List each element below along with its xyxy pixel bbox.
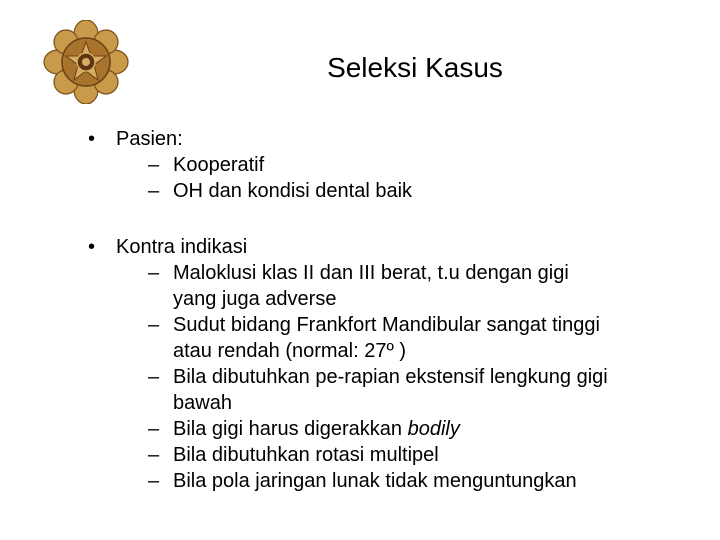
sub-list (116, 260, 688, 494)
sub-item-text: Bila gigi harus digerakkan (173, 418, 408, 440)
sub-item-line: Bila dibutuhkan pe-rapian ekstensif lengkung gigi (173, 366, 608, 388)
dash-mark: – (148, 180, 160, 202)
sub-item-emphasis: bodily (407, 418, 460, 440)
bullet-label: Kontra indikasi (116, 236, 248, 258)
dash-mark: – (148, 470, 160, 492)
bullet-pasien (88, 126, 688, 204)
sub-item (116, 364, 688, 416)
sub-item-line: Sudut bidang Frankfort Mandibular sangat tinggi (173, 314, 600, 336)
sub-item-text: Kooperatif (173, 154, 265, 176)
bullet-dot: • (88, 128, 96, 150)
bullet-label: Pasien: (116, 128, 183, 150)
dash-mark: – (148, 314, 160, 336)
sub-item (116, 442, 688, 468)
university-emblem-icon (30, 20, 142, 104)
dash-mark: – (148, 262, 160, 284)
sub-item-text: OH dan kondisi dental baik (173, 180, 413, 202)
dash-mark: – (148, 444, 160, 466)
slide-content (88, 126, 688, 494)
sub-item-line: bawah (173, 392, 232, 414)
bullet-kontra-indikasi (88, 234, 688, 494)
sub-item (116, 152, 688, 178)
sub-item-line: yang juga adverse (173, 288, 337, 310)
slide-title: Seleksi Kasus (327, 52, 503, 83)
sub-item (116, 260, 688, 312)
dash-mark: – (148, 154, 160, 176)
sub-item-line: atau rendah (normal: 27º ) (173, 340, 406, 362)
sub-item-line: Maloklusi klas II dan III berat, t.u dengan gigi (173, 262, 569, 284)
sub-item (116, 178, 688, 204)
sub-item-text: Bila dibutuhkan rotasi multipel (173, 444, 439, 466)
sub-list (116, 152, 688, 204)
sub-item-text: Bila pola jaringan lunak tidak menguntungkan (173, 470, 577, 492)
sub-item (116, 312, 688, 364)
sub-item (116, 468, 688, 494)
dash-mark: – (148, 366, 160, 388)
sub-item (116, 416, 688, 442)
bullet-dot: • (88, 236, 96, 258)
dash-mark: – (148, 418, 160, 440)
